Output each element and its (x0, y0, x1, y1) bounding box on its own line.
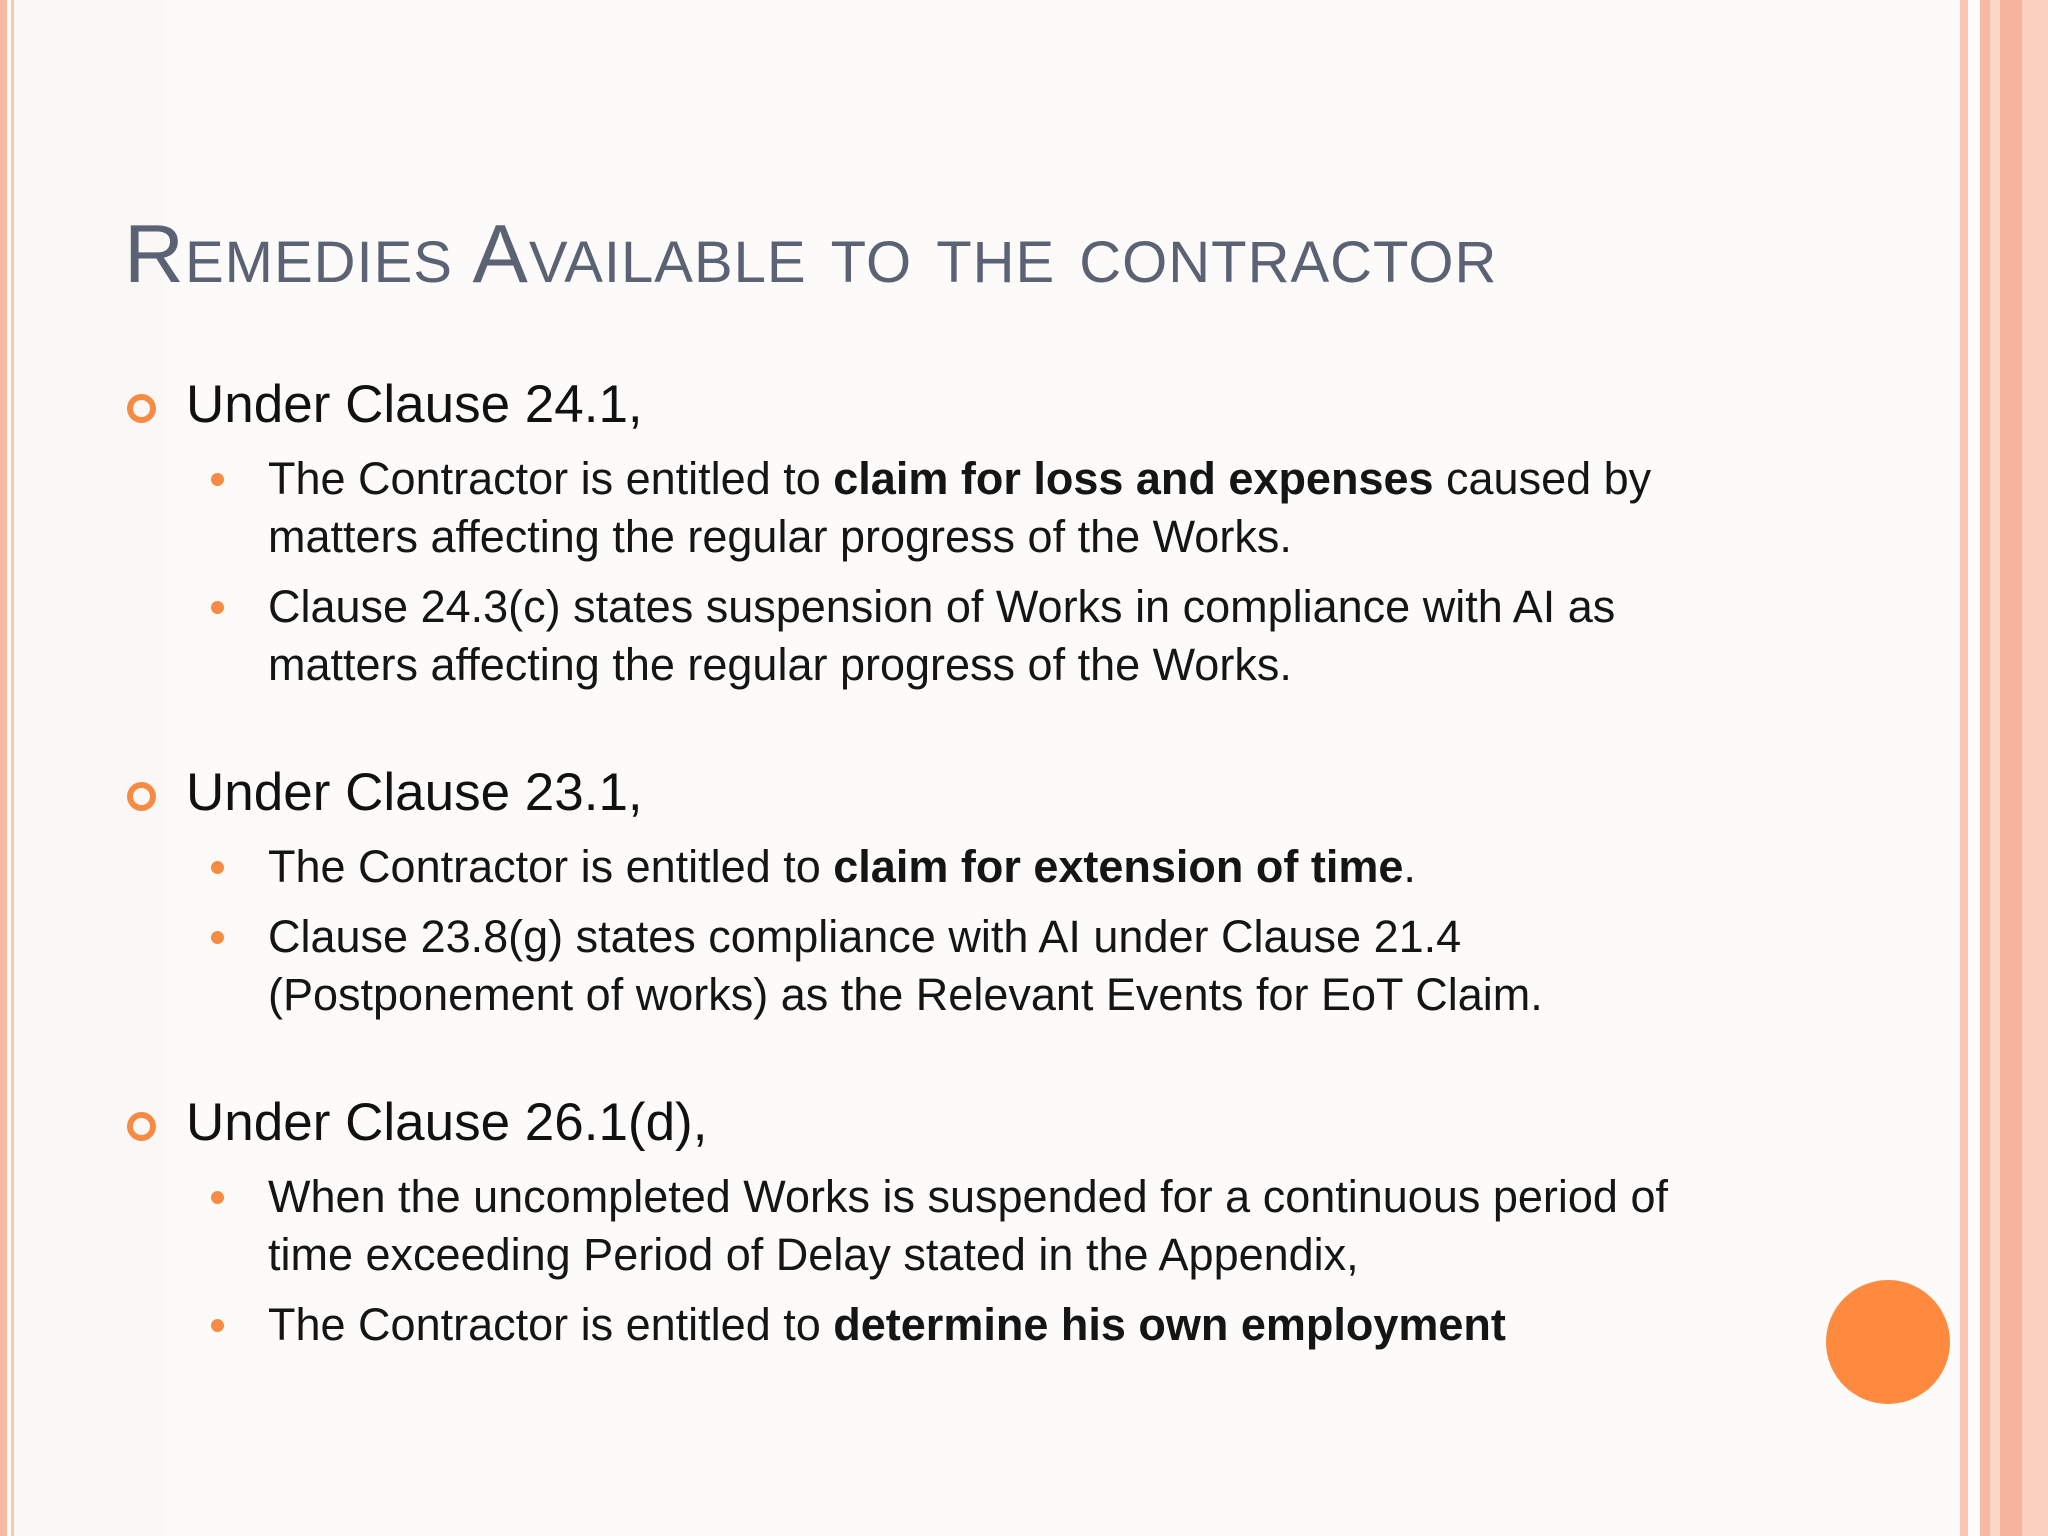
sub-list (124, 1168, 1764, 1354)
item-bold-text: claim for extension of time (833, 841, 1404, 892)
left-border-stripe (0, 0, 7, 1536)
right-border-stripe-1 (1960, 0, 1968, 1536)
right-border-stripe-6 (2022, 0, 2048, 1536)
section-heading-text: Under Clause 26.1(d), (186, 1093, 708, 1152)
item-text: Clause 24.3(c) states suspension of Works in compliance with AI as matters affecting the regular progress of the Works. (268, 581, 1616, 690)
section-heading-text: Under Clause 23.1, (186, 763, 643, 822)
item-text: When the uncompleted Works is suspended for a continuous period of time exceeding Period of Delay stated in the Appendix, (268, 1171, 1668, 1280)
ring-bullet-icon (127, 782, 156, 811)
sub-list (124, 450, 1764, 694)
item-text: The Contractor is entitled to (268, 841, 834, 892)
item-text-after: caused by matters affecting the regular progress of the Works. (268, 453, 1652, 562)
item-bold-text: claim for loss and expenses (833, 453, 1434, 504)
list-item (124, 450, 1764, 566)
section-clause-24-1 (124, 372, 1764, 694)
slide-title: Remedies Available to the contractor (124, 207, 1498, 300)
item-text: The Contractor is entitled to (268, 1299, 834, 1350)
section-clause-26-1d (124, 1090, 1764, 1354)
sub-list (124, 838, 1764, 1024)
dot-bullet-icon (211, 473, 224, 486)
list-item (124, 908, 1764, 1024)
ring-bullet-icon (127, 394, 156, 423)
right-border-stripe-5 (2000, 0, 2022, 1536)
right-border-stripe-4 (1990, 0, 2000, 1536)
dot-bullet-icon (211, 1191, 224, 1204)
decorative-orange-circle (1826, 1280, 1950, 1404)
dot-bullet-icon (211, 601, 224, 614)
item-text-after: . (1403, 841, 1416, 892)
item-bold-text: determine his own employment (833, 1299, 1506, 1350)
list-item (124, 1296, 1764, 1354)
section-heading (124, 760, 1764, 826)
dot-bullet-icon (211, 931, 224, 944)
list-item (124, 1168, 1764, 1284)
right-border-stripe-2 (1968, 0, 1980, 1536)
section-clause-23-1 (124, 760, 1764, 1024)
right-border-stripe-3 (1980, 0, 1990, 1536)
dot-bullet-icon (211, 861, 224, 874)
section-heading (124, 372, 1764, 438)
slide-content (124, 372, 1764, 1366)
section-heading (124, 1090, 1764, 1156)
ring-bullet-icon (127, 1112, 156, 1141)
item-text: The Contractor is entitled to (268, 453, 834, 504)
item-text: Clause 23.8(g) states compliance with AI under Clause 21.4 (Postponement of works) as the Relevant Events for EoT Claim. (268, 911, 1543, 1020)
dot-bullet-icon (211, 1319, 224, 1332)
list-item (124, 838, 1764, 896)
section-heading-text: Under Clause 24.1, (186, 375, 643, 434)
list-item (124, 578, 1764, 694)
